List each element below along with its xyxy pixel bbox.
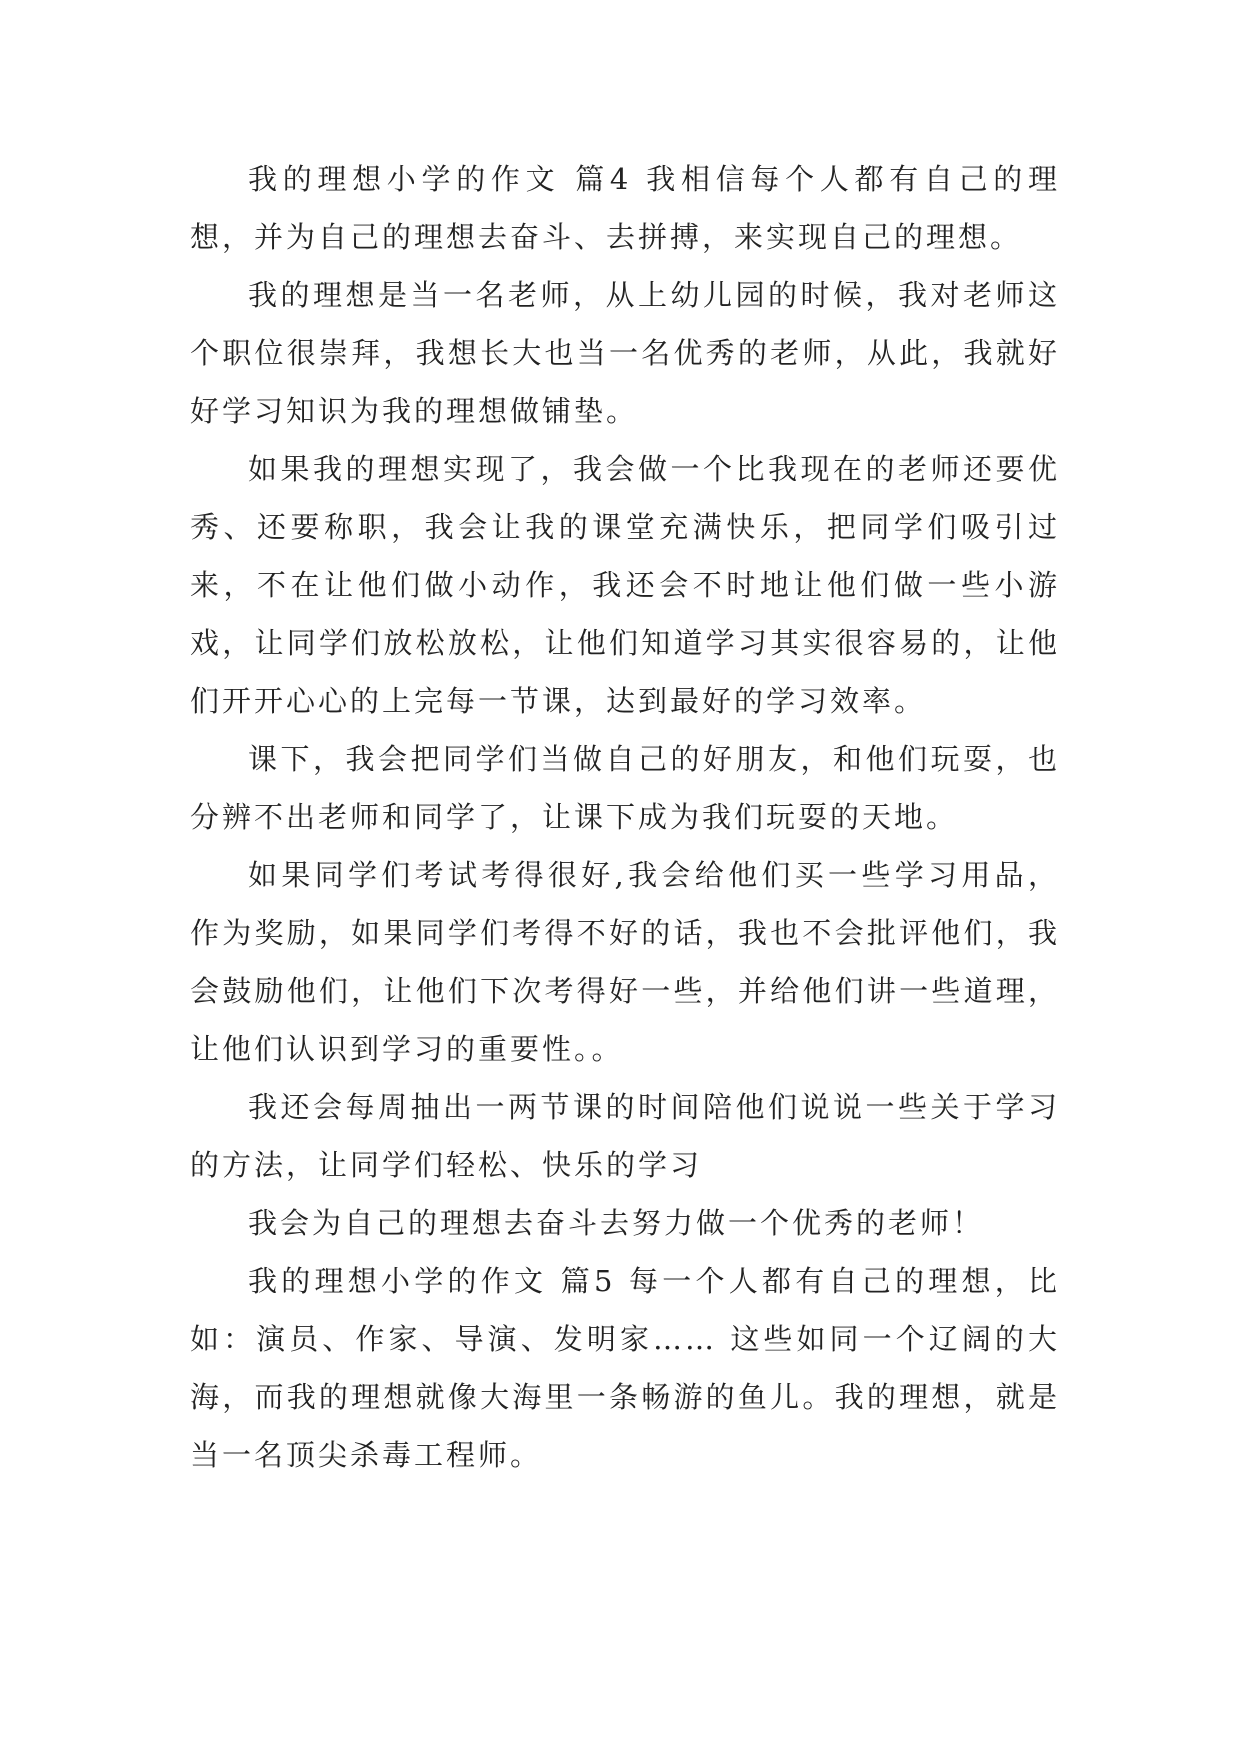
paragraph-4: 课下，我会把同学们当做自己的好朋友，和他们玩耍，也分辨不出老师和同学了，让课下成为我们玩耍的天地。 (190, 742, 1060, 834)
paragraph-8: 我的理想小学的作文 篇5 每一个人都有自己的理想，比如：演员、作家、导演、发明家…… 这些如同一个辽阔的大海，而我的理想就像大海里一条畅游的鱼儿。我的理想，就是当一名顶尖杀毒工程师。 (190, 1264, 1060, 1472)
paragraph-2: 我的理想是当一名老师，从上幼儿园的时候，我对老师这个职位很崇拜，我想长大也当一名优秀的老师，从此，我就好好学习知识为我的理想做铺垫。 (190, 278, 1060, 428)
document-body (190, 150, 1060, 1484)
paragraph-7: 我会为自己的理想去奋斗去努力做一个优秀的老师！ (248, 1206, 985, 1240)
paragraph-3: 如果我的理想实现了，我会做一个比我现在的老师还要优秀、还要称职，我会让我的课堂充满快乐，把同学们吸引过来，不在让他们做小动作，我还会不时地让他们做一些小游戏，让同学们放松放松，让他们知道学习其实很容易的，让他们开开心心的上完每一节课，达到最好的学习效率。 (190, 452, 1060, 718)
paragraph-1: 我的理想小学的作文 篇4 我相信每个人都有自己的理想，并为自己的理想去奋斗、去拼搏，来实现自己的理想。 (190, 162, 1060, 254)
paragraph-5: 如果同学们考试考得很好,我会给他们买一些学习用品，作为奖励，如果同学们考得不好的话，我也不会批评他们，我会鼓励他们，让他们下次考得好一些，并给他们讲一些道理，让他们认识到学习的重要性。。 (190, 858, 1060, 1066)
paragraph-6: 我还会每周抽出一两节课的时间陪他们说说一些关于学习的方法，让同学们轻松、快乐的学习 (190, 1090, 1060, 1182)
